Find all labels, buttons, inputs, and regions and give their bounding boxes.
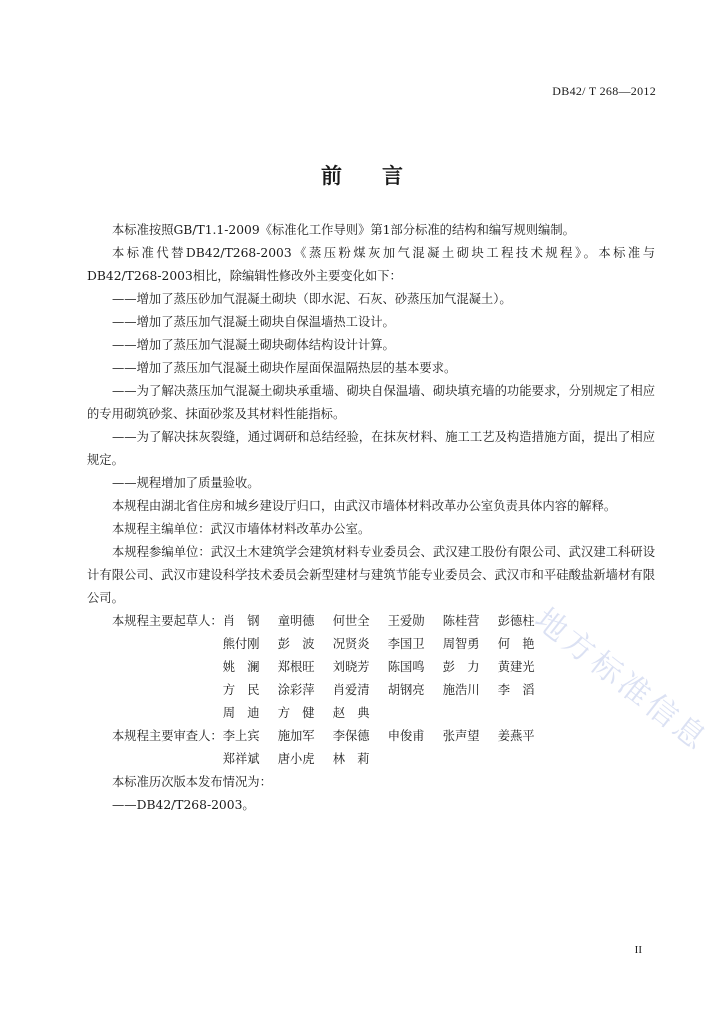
change-item-4: ——增加了蒸压加气混凝土砌块作屋面保温隔热层的基本要求。 (112, 361, 457, 375)
page-number: II (634, 944, 642, 956)
person-name: 何世全 (332, 614, 370, 628)
person-name: 李保德 (332, 729, 370, 743)
drafters-label: 本规程主要起草人： (112, 614, 223, 628)
person-name: 唐小虎 (277, 752, 315, 766)
person-name: 彭 力 (442, 660, 480, 674)
person-name: 李 滔 (497, 683, 535, 697)
person-name: 况贤炎 (332, 637, 370, 651)
person-name: 方 健 (277, 706, 315, 720)
person-name: 姚 澜 (222, 660, 260, 674)
history-intro: 本标准历次版本发布情况为： (112, 775, 272, 789)
paragraph-replacement: 本标准代替DB42/T268-2003《蒸压粉煤灰加气混凝土砌块工程技术规程》。本标准与DB42/T268-2003相比，除编辑性修改外主要变化如下： (87, 246, 655, 283)
person-name: 姜燕平 (497, 729, 535, 743)
person-name: 彭 波 (277, 637, 315, 651)
person-name: 方 民 (222, 683, 260, 697)
person-name: 肖 钢 (222, 614, 260, 628)
paragraph-participating-units: 本规程参编单位：武汉土木建筑学会建筑材料专业委员会、武汉建工股份有限公司、武汉建工科研设计有限公司、武汉市建设科学技术委员会新型建材与建筑节能专业委员会、武汉市和平硅酸盐新墙材有限公司。 (87, 545, 655, 605)
person-name: 彭德柱 (497, 614, 535, 628)
person-name: 张声望 (442, 729, 480, 743)
person-name: 黄建光 (497, 660, 535, 674)
person-name: 肖爱清 (332, 683, 370, 697)
page-title: 前言 (321, 164, 443, 188)
person-name: 申俊甫 (387, 729, 425, 743)
person-name: 陈桂营 (442, 614, 480, 628)
person-name: 郑祥斌 (222, 752, 260, 766)
change-item-2: ——增加了蒸压加气混凝土砌块自保温墙热工设计。 (112, 315, 395, 329)
person-name: 林 莉 (332, 752, 370, 766)
person-name: 李上宾 (222, 729, 260, 743)
person-name: 熊付刚 (222, 637, 260, 651)
person-name: 刘晓芳 (332, 660, 370, 674)
paragraph-authority: 本规程由湖北省住房和城乡建设厅归口，由武汉市墙体材料改革办公室负责具体内容的解释。 (112, 499, 617, 513)
person-name: 赵 典 (332, 706, 370, 720)
paragraph-basis: 本标准按照GB/T1.1-2009《标准化工作导则》第1部分标准的结构和编写规则编制。 (112, 223, 575, 237)
change-item-5: ——为了解决蒸压加气混凝土砌块承重墙、砌块自保温墙、砌块填充墙的功能要求，分别规定了相应的专用砌筑砂浆、抹面砂浆及其材料性能指标。 (87, 384, 655, 421)
watermark: 地方标准信息 (527, 601, 716, 759)
reviewers-roster (87, 725, 655, 771)
person-name: 涂彩萍 (277, 683, 315, 697)
change-item-3: ——增加了蒸压加气混凝土砌块砌体结构设计计算。 (112, 338, 395, 352)
person-name: 胡钢亮 (387, 683, 425, 697)
change-item-1: ——增加了蒸压砂加气混凝土砌块（即水泥、石灰、砂蒸压加气混凝土）。 (112, 292, 512, 306)
history-item: ——DB42/T268-2003。 (112, 798, 255, 812)
change-item-6: ——为了解决抹灰裂缝，通过调研和总结经验，在抹灰材料、施工工艺及构造措施方面，提出了相应规定。 (87, 430, 655, 467)
person-name: 童明德 (277, 614, 315, 628)
person-name: 周智勇 (442, 637, 480, 651)
person-name: 周 迪 (222, 706, 260, 720)
document-body (87, 219, 655, 817)
drafters-names (223, 610, 553, 725)
person-name: 郑根旺 (277, 660, 315, 674)
header-doc-code: DB42/ T 268—2012 (552, 84, 656, 98)
reviewers-names (223, 725, 553, 771)
paragraph-chief-unit: 本规程主编单位：武汉市墙体材料改革办公室。 (112, 522, 371, 536)
person-name: 李国卫 (387, 637, 425, 651)
person-name: 何 艳 (497, 637, 535, 651)
person-name: 施浩川 (442, 683, 480, 697)
person-name: 陈国鸣 (387, 660, 425, 674)
person-name: 施加军 (277, 729, 315, 743)
person-name: 王爱勋 (387, 614, 425, 628)
reviewers-label: 本规程主要审查人： (112, 729, 223, 743)
change-item-7: ——规程增加了质量验收。 (112, 476, 260, 490)
